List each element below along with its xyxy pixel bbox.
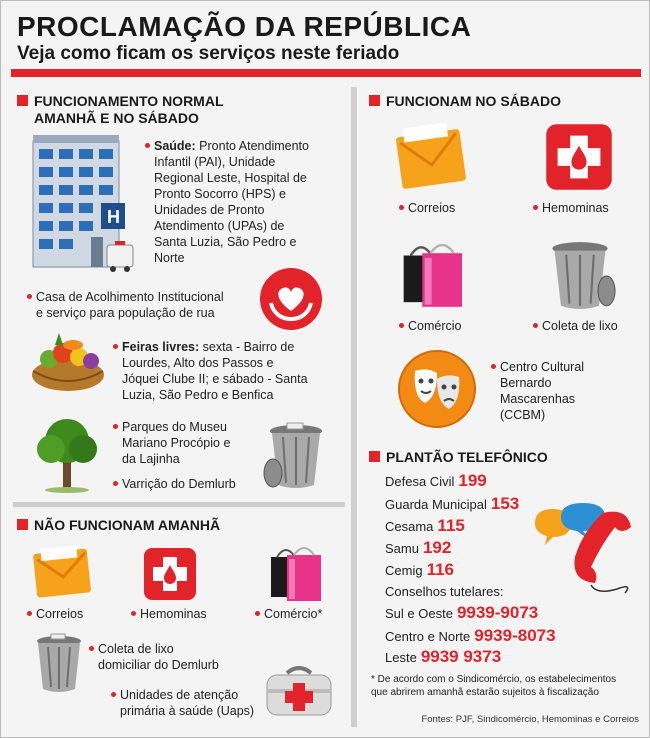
phone-number: 115 xyxy=(437,516,465,535)
coleta-line: Coleta de lixo xyxy=(98,642,174,656)
label-text: Comércio xyxy=(408,319,462,333)
vertical-divider xyxy=(351,87,357,727)
saude-line: Unidades de Pronto xyxy=(154,203,265,217)
horizontal-divider xyxy=(13,502,345,507)
bullet xyxy=(113,424,118,429)
bullet xyxy=(27,611,32,616)
label-text: Hemominas xyxy=(542,201,609,215)
envelope-icon xyxy=(395,119,469,195)
theater-masks-icon xyxy=(397,349,477,429)
label-coleta-sab xyxy=(533,319,618,333)
label-hemominas-nao xyxy=(131,607,207,621)
blood-drop-cross-icon xyxy=(545,123,613,191)
page-subtitle: Veja como ficam os serviços neste feriado xyxy=(17,43,400,64)
label-hemominas-sab xyxy=(533,201,609,215)
casa-line: e serviço para população de rua xyxy=(36,306,215,320)
trash-can-icon xyxy=(545,237,615,313)
parques-item xyxy=(113,419,263,467)
section-heading-plantao xyxy=(369,449,548,466)
saude-line: Pronto Socorro (HPS) e xyxy=(154,187,286,201)
bullet xyxy=(533,205,538,210)
phone-number: 9939-8073 xyxy=(474,626,556,645)
label-text: Coleta de lixo xyxy=(542,319,618,333)
bullet xyxy=(145,143,150,148)
ccbm-line: Mascarenhas xyxy=(500,392,576,406)
label-comercio-sab xyxy=(399,319,462,333)
ccbm-line: Centro Cultural xyxy=(500,360,585,374)
saude-line: Infantil (PAI), Unidade xyxy=(154,155,276,169)
saude-text: Pronto Atendimento xyxy=(195,139,309,153)
shopping-bags-icon xyxy=(267,541,327,603)
feiras-label: Feiras livres: xyxy=(122,340,200,354)
phone-row xyxy=(385,538,451,558)
label-text: Correios xyxy=(36,607,84,621)
phone-row xyxy=(385,516,465,536)
label-text: Correios xyxy=(408,201,456,215)
phone-label: Centro e Norte xyxy=(385,629,471,644)
section-heading-normal xyxy=(17,93,224,127)
ccbm-line: (CCBM) xyxy=(500,408,546,422)
first-aid-kit-icon xyxy=(263,663,335,719)
label-text: Comércio* xyxy=(264,607,323,621)
feiras-text: sexta - Bairro de xyxy=(199,340,295,354)
label-comercio-nao xyxy=(255,607,322,621)
section-marker xyxy=(17,519,28,530)
parques-line: Mariano Procópio e xyxy=(122,436,231,450)
ccbm-line: Bernardo xyxy=(500,376,552,390)
bullet xyxy=(533,323,538,328)
phone-number: 9939-9073 xyxy=(456,603,539,622)
phone-number: 192 xyxy=(422,538,452,557)
casa-line: Casa de Acolhimento Institucional xyxy=(36,290,224,304)
saude-label: Saúde: xyxy=(154,139,196,153)
phone-number: 116 xyxy=(426,560,455,579)
blood-drop-cross-icon xyxy=(143,547,197,601)
svg-text:H: H xyxy=(107,207,120,227)
saude-item xyxy=(145,138,341,266)
heading-text: FUNCIONAM NO SÁBADO xyxy=(386,93,561,109)
feiras-line: Jóquei Clube II; e sábado - Santa xyxy=(122,372,308,386)
trash-can-icon xyxy=(263,421,329,491)
section-heading-sabado xyxy=(369,93,561,110)
phone-label: Defesa Civil xyxy=(385,474,455,489)
uaps-item xyxy=(111,687,271,719)
phone-number: 9939 9373 xyxy=(420,647,502,666)
bullet xyxy=(113,344,118,349)
phone-number: 153 xyxy=(490,494,520,513)
uaps-line: primária à saúde (Uaps) xyxy=(120,704,255,718)
phone-row xyxy=(385,560,454,580)
heading-line-2: AMANHÃ E NO SÁBADO xyxy=(34,110,199,126)
bullet xyxy=(255,611,260,616)
vegetable-basket-icon xyxy=(29,331,107,393)
envelope-icon xyxy=(33,545,93,599)
phone-label: Leste xyxy=(385,650,417,665)
casa-item xyxy=(27,289,257,321)
phone-row xyxy=(385,647,501,667)
phone-label: Guarda Municipal xyxy=(385,497,487,512)
telephone-icon xyxy=(557,507,637,597)
sources: Fontes: PJF, Sindicomércio, Hemominas e Correios xyxy=(421,714,639,725)
trash-can-icon xyxy=(31,633,87,695)
page-title: PROCLAMAÇÃO DA REPÚBLICA xyxy=(17,11,472,42)
parques-line: da Lajinha xyxy=(122,452,180,466)
saude-line: Santa Luzia, São Pedro e xyxy=(154,235,297,249)
label-correios-nao xyxy=(27,607,83,621)
phone-row xyxy=(385,626,556,646)
uaps-line: Unidades de atenção xyxy=(120,688,239,702)
saude-line: Norte xyxy=(154,251,185,265)
footnote-line: * De acordo com o Sindicomércio, os estabelecimentos xyxy=(371,674,617,685)
phone-row xyxy=(385,603,538,623)
label-text: Hemominas xyxy=(140,607,207,621)
varricao-text: Varrição do Demlurb xyxy=(122,477,236,491)
saude-line: Atendimento (UPAs) de xyxy=(154,219,285,233)
heading-text: PLANTÃO TELEFÔNICO xyxy=(386,449,548,465)
phone-label: Sul e Oeste xyxy=(385,606,453,621)
phone-row xyxy=(385,494,519,514)
footnote xyxy=(371,673,641,699)
tree-icon xyxy=(27,413,107,493)
coleta-line: domiciliar do Demlurb xyxy=(98,658,219,672)
heading-text: NÃO FUNCIONAM AMANHÃ xyxy=(34,517,221,533)
bullet xyxy=(27,294,32,299)
phone-label: Cemig xyxy=(385,563,423,578)
bullet xyxy=(89,646,94,651)
feiras-line: Lourdes, Alto dos Passos e xyxy=(122,356,274,370)
conselhos-text: Conselhos tutelares: xyxy=(385,584,504,599)
bullet xyxy=(111,692,116,697)
phone-row xyxy=(385,471,487,491)
feiras-line: Luzia, São Pedro e Benfica xyxy=(122,388,274,402)
bullet xyxy=(399,323,404,328)
parques-line: Parques do Museu xyxy=(122,420,227,434)
phone-label: Cesama xyxy=(385,519,434,534)
bullet xyxy=(491,364,496,369)
footnote-line: que abrirem amanhã estarão sujeitos à fiscalização xyxy=(371,687,599,698)
section-marker xyxy=(369,95,380,106)
section-heading-nao-funcionam xyxy=(17,517,220,534)
heading-line-1: FUNCIONAMENTO NORMAL xyxy=(34,93,224,109)
phone-label: Samu xyxy=(385,541,419,556)
ccbm-item xyxy=(491,359,631,423)
coleta-nao-item xyxy=(89,641,239,673)
section-marker xyxy=(17,95,28,106)
title-underline xyxy=(11,69,641,77)
varricao-item xyxy=(113,476,273,492)
bullet xyxy=(399,205,404,210)
bullet xyxy=(131,611,136,616)
label-correios-sab xyxy=(399,201,455,215)
phone-number: 199 xyxy=(458,471,487,490)
shopping-bags-icon xyxy=(399,233,469,313)
bullet xyxy=(113,481,118,486)
saude-line: Regional Leste, Hospital de xyxy=(154,171,307,185)
section-marker xyxy=(369,451,380,462)
hospital-building-icon xyxy=(31,133,143,273)
conselhos-label xyxy=(385,584,504,599)
heart-hands-icon xyxy=(259,267,323,331)
feiras-item xyxy=(113,339,345,403)
